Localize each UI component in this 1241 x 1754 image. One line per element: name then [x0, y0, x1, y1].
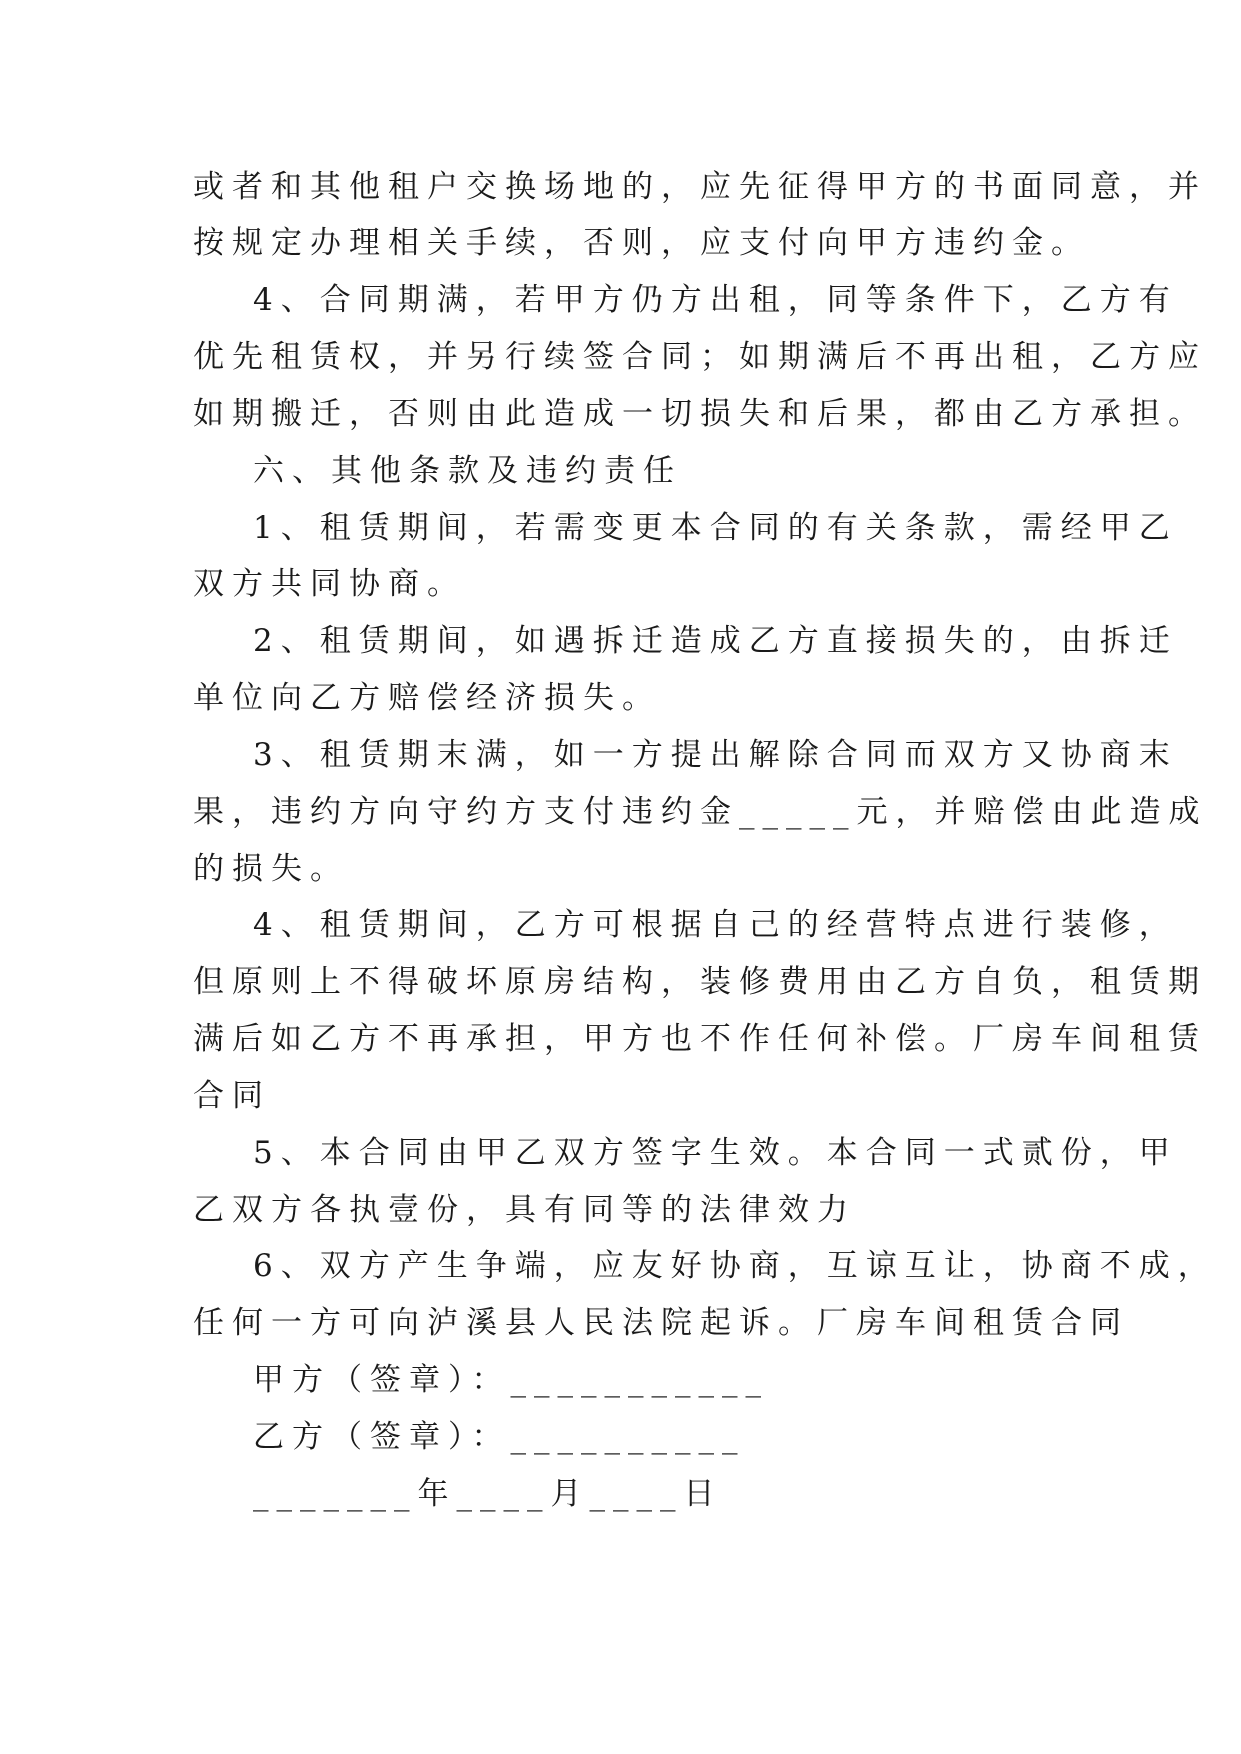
text-line: 任何一方可向泸溪县人民法院起诉。厂房车间租赁合同: [193, 1305, 1129, 1341]
text-line: 满后如乙方不再承担，甲方也不作任何补偿。厂房车间租赁: [193, 1021, 1207, 1057]
clause-6-1-line: 1、租赁期间，若需变更本合同的有关条款，需经甲乙: [253, 510, 1178, 546]
text-line: 果，违约方向守约方支付违约金_____元，并赔偿由此造成: [193, 794, 1208, 830]
clause-6-2-line: 2、租赁期间，如遇拆迁造成乙方直接损失的，由拆迁: [253, 623, 1178, 659]
text-line: 优先租赁权，并另行续签合同；如期满后不再出租，乙方应: [193, 339, 1207, 375]
clause-6-6-line: 6、双方产生争端，应友好协商，互谅互让，协商不成，: [253, 1248, 1217, 1284]
text-line: 但原则上不得破坏原房结构，装修费用由乙方自负，租赁期: [193, 964, 1207, 1000]
text-line: 按规定办理相关手续，否则，应支付向甲方违约金。: [193, 225, 1090, 261]
text-line: 合同: [193, 1078, 271, 1114]
section-heading: 六、其他条款及违约责任: [253, 453, 682, 489]
party-b-signature-line: 乙方（签章）：__________: [253, 1419, 746, 1455]
text-line: 如期搬迁，否则由此造成一切损失和后果，都由乙方承担。: [193, 396, 1207, 432]
text-line: 或者和其他租户交换场地的，应先征得甲方的书面同意，并: [193, 169, 1207, 205]
clause-5-4-line: 4、合同期满，若甲方仍方出租，同等条件下，乙方有: [253, 282, 1178, 318]
text-line: 乙双方各执壹份，具有同等的法律效力: [193, 1192, 856, 1228]
party-a-signature-line: 甲方（签章）：___________: [253, 1362, 769, 1398]
date-line: _______年____月____日: [253, 1476, 723, 1512]
text-line: 双方共同协商。: [193, 566, 466, 602]
clause-6-5-line: 5、本合同由甲乙双方签字生效。本合同一式贰份，甲: [253, 1135, 1178, 1171]
clause-6-3-line: 3、租赁期末满，如一方提出解除合同而双方又协商末: [253, 737, 1178, 773]
clause-6-4-line: 4、租赁期间，乙方可根据自己的经营特点进行装修，: [253, 907, 1178, 943]
text-line: 的损失。: [193, 851, 349, 887]
text-line: 单位向乙方赔偿经济损失。: [193, 680, 661, 716]
